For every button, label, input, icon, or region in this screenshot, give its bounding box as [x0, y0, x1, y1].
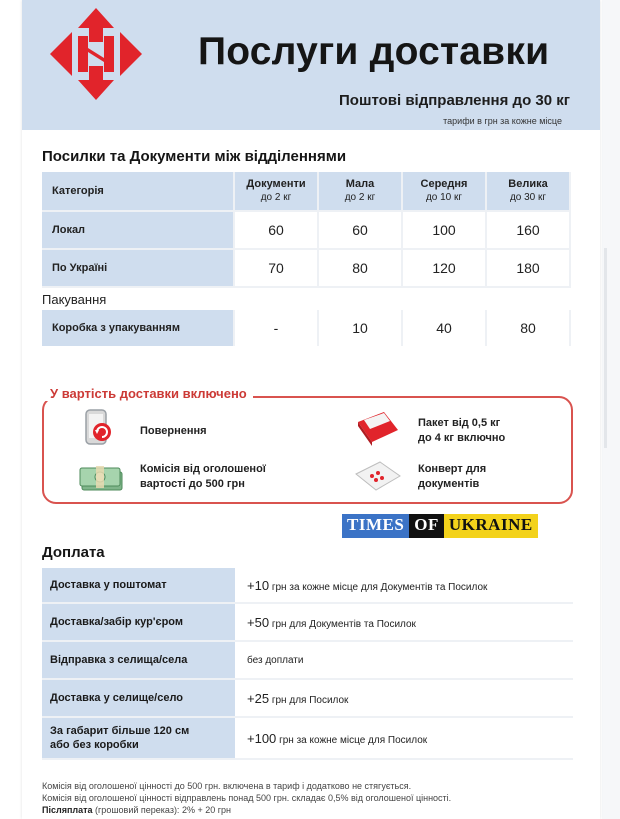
- table-header-row: [42, 172, 571, 212]
- page-edge: [602, 0, 620, 819]
- extra-section-title: Доплата: [42, 544, 105, 561]
- price-cell: 80: [487, 310, 571, 346]
- column-header-documents: Документи до 2 кг: [235, 172, 319, 212]
- row-label: Коробка з упакуванням: [42, 310, 235, 346]
- row-label: Локал: [42, 212, 235, 250]
- header-banner: [22, 0, 600, 130]
- row-label: За габарит більше 120 см або без коробки: [42, 718, 235, 760]
- table-row: [42, 568, 573, 604]
- charge-cell: без доплати: [235, 642, 573, 680]
- table-row: [42, 212, 571, 250]
- table-row: [42, 680, 573, 718]
- table-row: [42, 642, 573, 680]
- row-label: Доставка/забір кур'єром: [42, 604, 235, 642]
- footnotes: Комісія від оголошеної цінності до 500 грн. включена в тариф і додатково не стягується. Комісія від оголошеної цінності відправлень понад 500 грн. складає 0,5% від оголошеної цінності. Післяплата (грошовий переказ): 2% + 20 грн: [42, 781, 452, 815]
- included-title: У вартість доставки включено: [44, 386, 253, 401]
- included-package: Пакет від 0,5 кг до 4 кг включно: [418, 417, 506, 444]
- page-title: Послуги доставки: [198, 30, 550, 73]
- charge-cell: +50 грн для Документів та Посилок: [235, 604, 573, 642]
- column-header-large: Велика до 30 кг: [487, 172, 571, 212]
- price-cell: 60: [319, 212, 403, 250]
- price-cell: 80: [319, 250, 403, 288]
- included-return: Повернення: [140, 425, 207, 437]
- packaging-table: [42, 310, 571, 346]
- parcels-section-title: Посилки та Документи між відділеннями: [42, 148, 347, 165]
- tariff-note: тарифи в грн за кожне місце: [443, 116, 562, 126]
- row-label: По Україні: [42, 250, 235, 288]
- envelope-icon: [352, 458, 404, 494]
- price-cell: 180: [487, 250, 571, 288]
- included-envelope: Конверт для документів: [418, 463, 487, 490]
- table-row: [42, 718, 573, 760]
- row-label: Відправка з селища/села: [42, 642, 235, 680]
- table-row: [42, 604, 573, 642]
- category-header: Категорія: [42, 172, 235, 212]
- package-icon: [354, 408, 402, 448]
- nova-poshta-logo-icon: [48, 6, 144, 102]
- column-header-small: Мала до 2 кг: [319, 172, 403, 212]
- price-cell: 40: [403, 310, 487, 346]
- charge-cell: +100 грн за кожне місце для Посилок: [235, 718, 573, 760]
- column-header-medium: Середня до 10 кг: [403, 172, 487, 212]
- scroll-track: [604, 248, 607, 448]
- tariff-sheet: [22, 0, 600, 819]
- table-row: [42, 250, 571, 288]
- page-subtitle: Поштові відправлення до 30 кг: [339, 92, 570, 109]
- times-of-ukraine-watermark: TIMES OF UKRAINE: [342, 514, 538, 538]
- charge-cell: +10 грн за кожне місце для Документів та Посилок: [235, 568, 573, 604]
- price-cell: 60: [235, 212, 319, 250]
- table-row: [42, 310, 571, 346]
- row-label: Доставка у селище/село: [42, 680, 235, 718]
- price-cell: 100: [403, 212, 487, 250]
- price-cell: 70: [235, 250, 319, 288]
- price-cell: -: [235, 310, 319, 346]
- money-icon: [78, 462, 126, 494]
- packaging-label: Пакування: [42, 292, 107, 307]
- price-cell: 160: [487, 212, 571, 250]
- parcels-table: [42, 172, 571, 288]
- extra-charges-table: [42, 568, 573, 760]
- row-label: Доставка у поштомат: [42, 568, 235, 604]
- price-cell: 10: [319, 310, 403, 346]
- included-commission: Комісія від оголошеної вартості до 500 грн: [140, 463, 266, 490]
- price-cell: 120: [403, 250, 487, 288]
- charge-cell: +25 грн для Посилок: [235, 680, 573, 718]
- phone-return-icon: [80, 408, 118, 450]
